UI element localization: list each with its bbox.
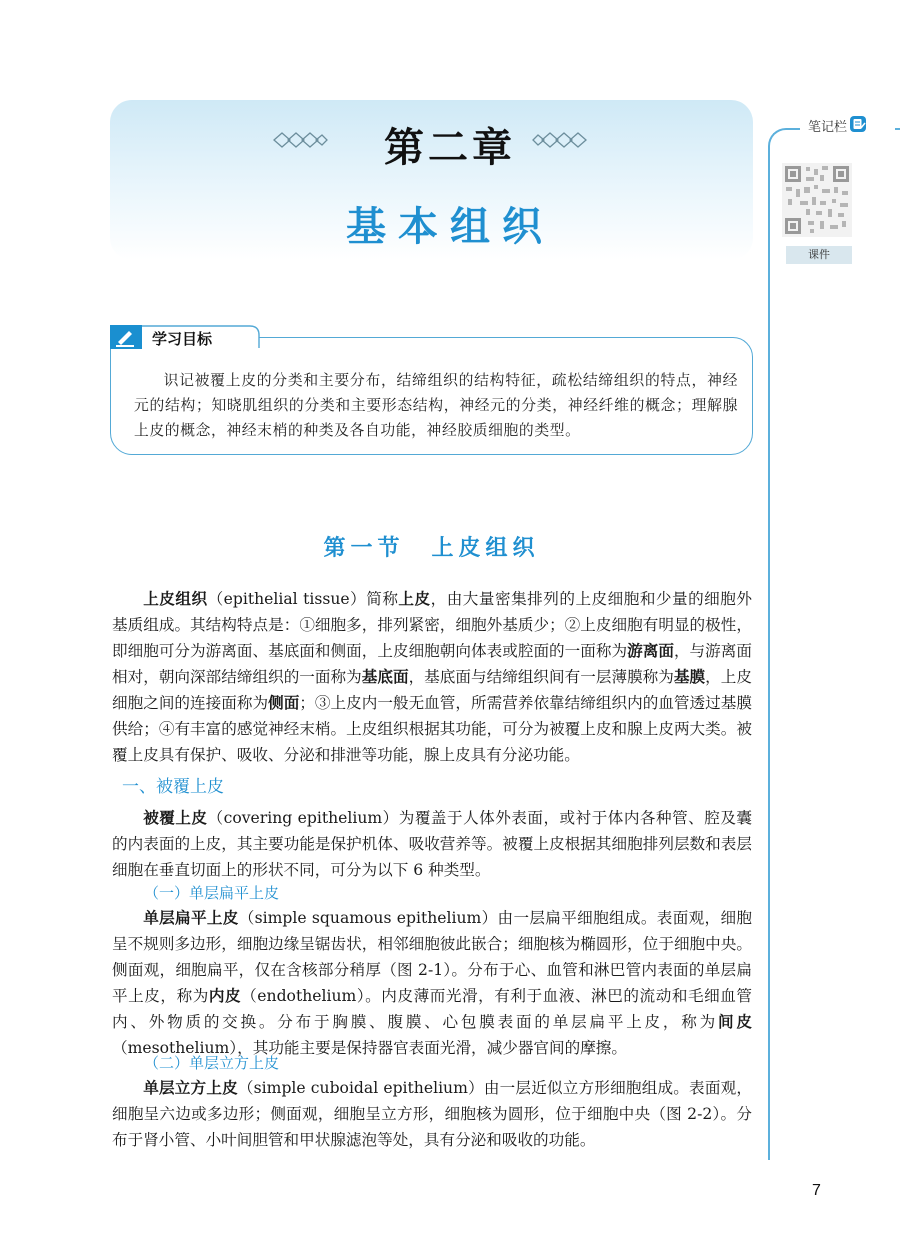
- subheading-simple-cuboidal: （二）单层立方上皮: [144, 1055, 280, 1072]
- text-run: （endothelium）。内皮薄而光滑，有利于血液、淋巴的流动和毛细血管内、外物质的交换。分布于胸膜、腹膜、心包膜表面的单层扁平上皮，称为: [112, 987, 752, 1031]
- qr-code[interactable]: [782, 163, 852, 237]
- objectives-heading: 学习目标: [152, 331, 213, 348]
- chapter-number: 第二章: [384, 124, 516, 171]
- bold-term: 单层立方上皮: [143, 1078, 238, 1097]
- subheading-simple-squamous: （一）单层扁平上皮: [144, 885, 280, 902]
- pen-badge-icon: [110, 325, 142, 349]
- chapter-title: 基本组织: [346, 203, 554, 250]
- bold-term: 上皮: [398, 589, 431, 608]
- text-run: （mesothelium），其功能主要是保持器官表面光滑，减少器官间的摩擦。: [112, 1039, 627, 1057]
- courseware-label: 课件: [786, 246, 852, 264]
- bold-term: 被覆上皮: [143, 808, 208, 827]
- body-paragraph-covering: [112, 805, 752, 883]
- notes-sidebar-border: [768, 128, 900, 1160]
- bold-term: 单层扁平上皮: [143, 908, 239, 927]
- text-run: ；③上皮内一般无血管，所需营养依靠结缔组织内的血管透过基膜供给；④有丰富的感觉神经末梢。上皮组织根据其功能，可分为被覆上皮和腺上皮两大类。被覆上皮具有保护、吸收、分泌和排泄等功能，腺上皮具有分泌功能。: [112, 694, 752, 764]
- text-run: （covering epithelium）为覆盖于人体外表面，或衬于体内各种管、腔及囊的内表面的上皮，其主要功能是保护机体、吸收营养等。被覆上皮根据其细胞排列层数和表层细胞在垂直切面上的形状不同，可分为以下 6 种类型。: [112, 809, 752, 879]
- text-run: ，基底面与结缔组织间有一层薄膜称为: [408, 668, 674, 686]
- bold-term: 内皮: [208, 986, 242, 1005]
- subheading-covering-epithelium: 一、被覆上皮: [122, 777, 224, 796]
- body-paragraph-intro: [112, 586, 752, 768]
- section-title: 第一节 上皮组织: [323, 535, 540, 560]
- notes-column-label: 笔记栏: [808, 119, 848, 134]
- text-run: ，与游离面相对，朝向深部结缔组织的一面称为: [112, 642, 752, 686]
- text-run: （epithelial tissue）简称: [207, 590, 399, 608]
- page-number: 7: [812, 1182, 821, 1199]
- bold-term: 侧面: [268, 693, 300, 712]
- text-run: ，上皮细胞之间的连接面称为: [112, 668, 752, 712]
- text-run: ，由大量密集排列的上皮细胞和少量的细胞外基质组成。其结构特点是：①细胞多，排列紧密，细胞外基质少；②上皮细胞有明显的极性，即细胞可分为游离面、基底面和侧面，上皮细胞朝向体表或腔面的一面称为: [112, 590, 752, 660]
- body-paragraph-cuboidal: [112, 1075, 752, 1153]
- text-run: （simple squamous epithelium）由一层扁平细胞组成。表面观，细胞呈不规则多边形，细胞边缘呈锯齿状，相邻细胞彼此嵌合；细胞核为椭圆形，位于细胞中央。侧面观，细胞扁平，仅在含核部分稍厚（图 2-1）。分布于心、血管和淋巴管内表面的单层扁平上皮，称为: [112, 909, 752, 1005]
- text-run: （simple cuboidal epithelium）由一层近似立方形细胞组成。表面观，细胞呈六边或多边形；侧面观，细胞呈立方形，细胞核为圆形，位于细胞中央（图 2-2）。分布于肾小管、小叶间胆管和甲状腺滤泡等处，具有分泌和吸收的功能。: [112, 1079, 752, 1149]
- body-paragraph-squamous: [112, 905, 752, 1061]
- notepad-icon: [848, 114, 868, 134]
- bold-term: 基膜: [673, 667, 706, 686]
- bold-term: 基底面: [361, 667, 409, 686]
- bold-term: 间皮: [718, 1012, 752, 1031]
- bold-term: 游离面: [627, 641, 674, 660]
- objectives-text: 识记被覆上皮的分类和主要分布，结缔组织的结构特征，疏松结缔组织的特点，神经元的结构；知晓肌组织的分类和主要形态结构，神经元的分类，神经纤维的概念；理解腺上皮的概念，神经末梢的种类及各自功能，神经胶质细胞的类型。: [134, 372, 738, 439]
- bold-term: 上皮组织: [143, 589, 208, 608]
